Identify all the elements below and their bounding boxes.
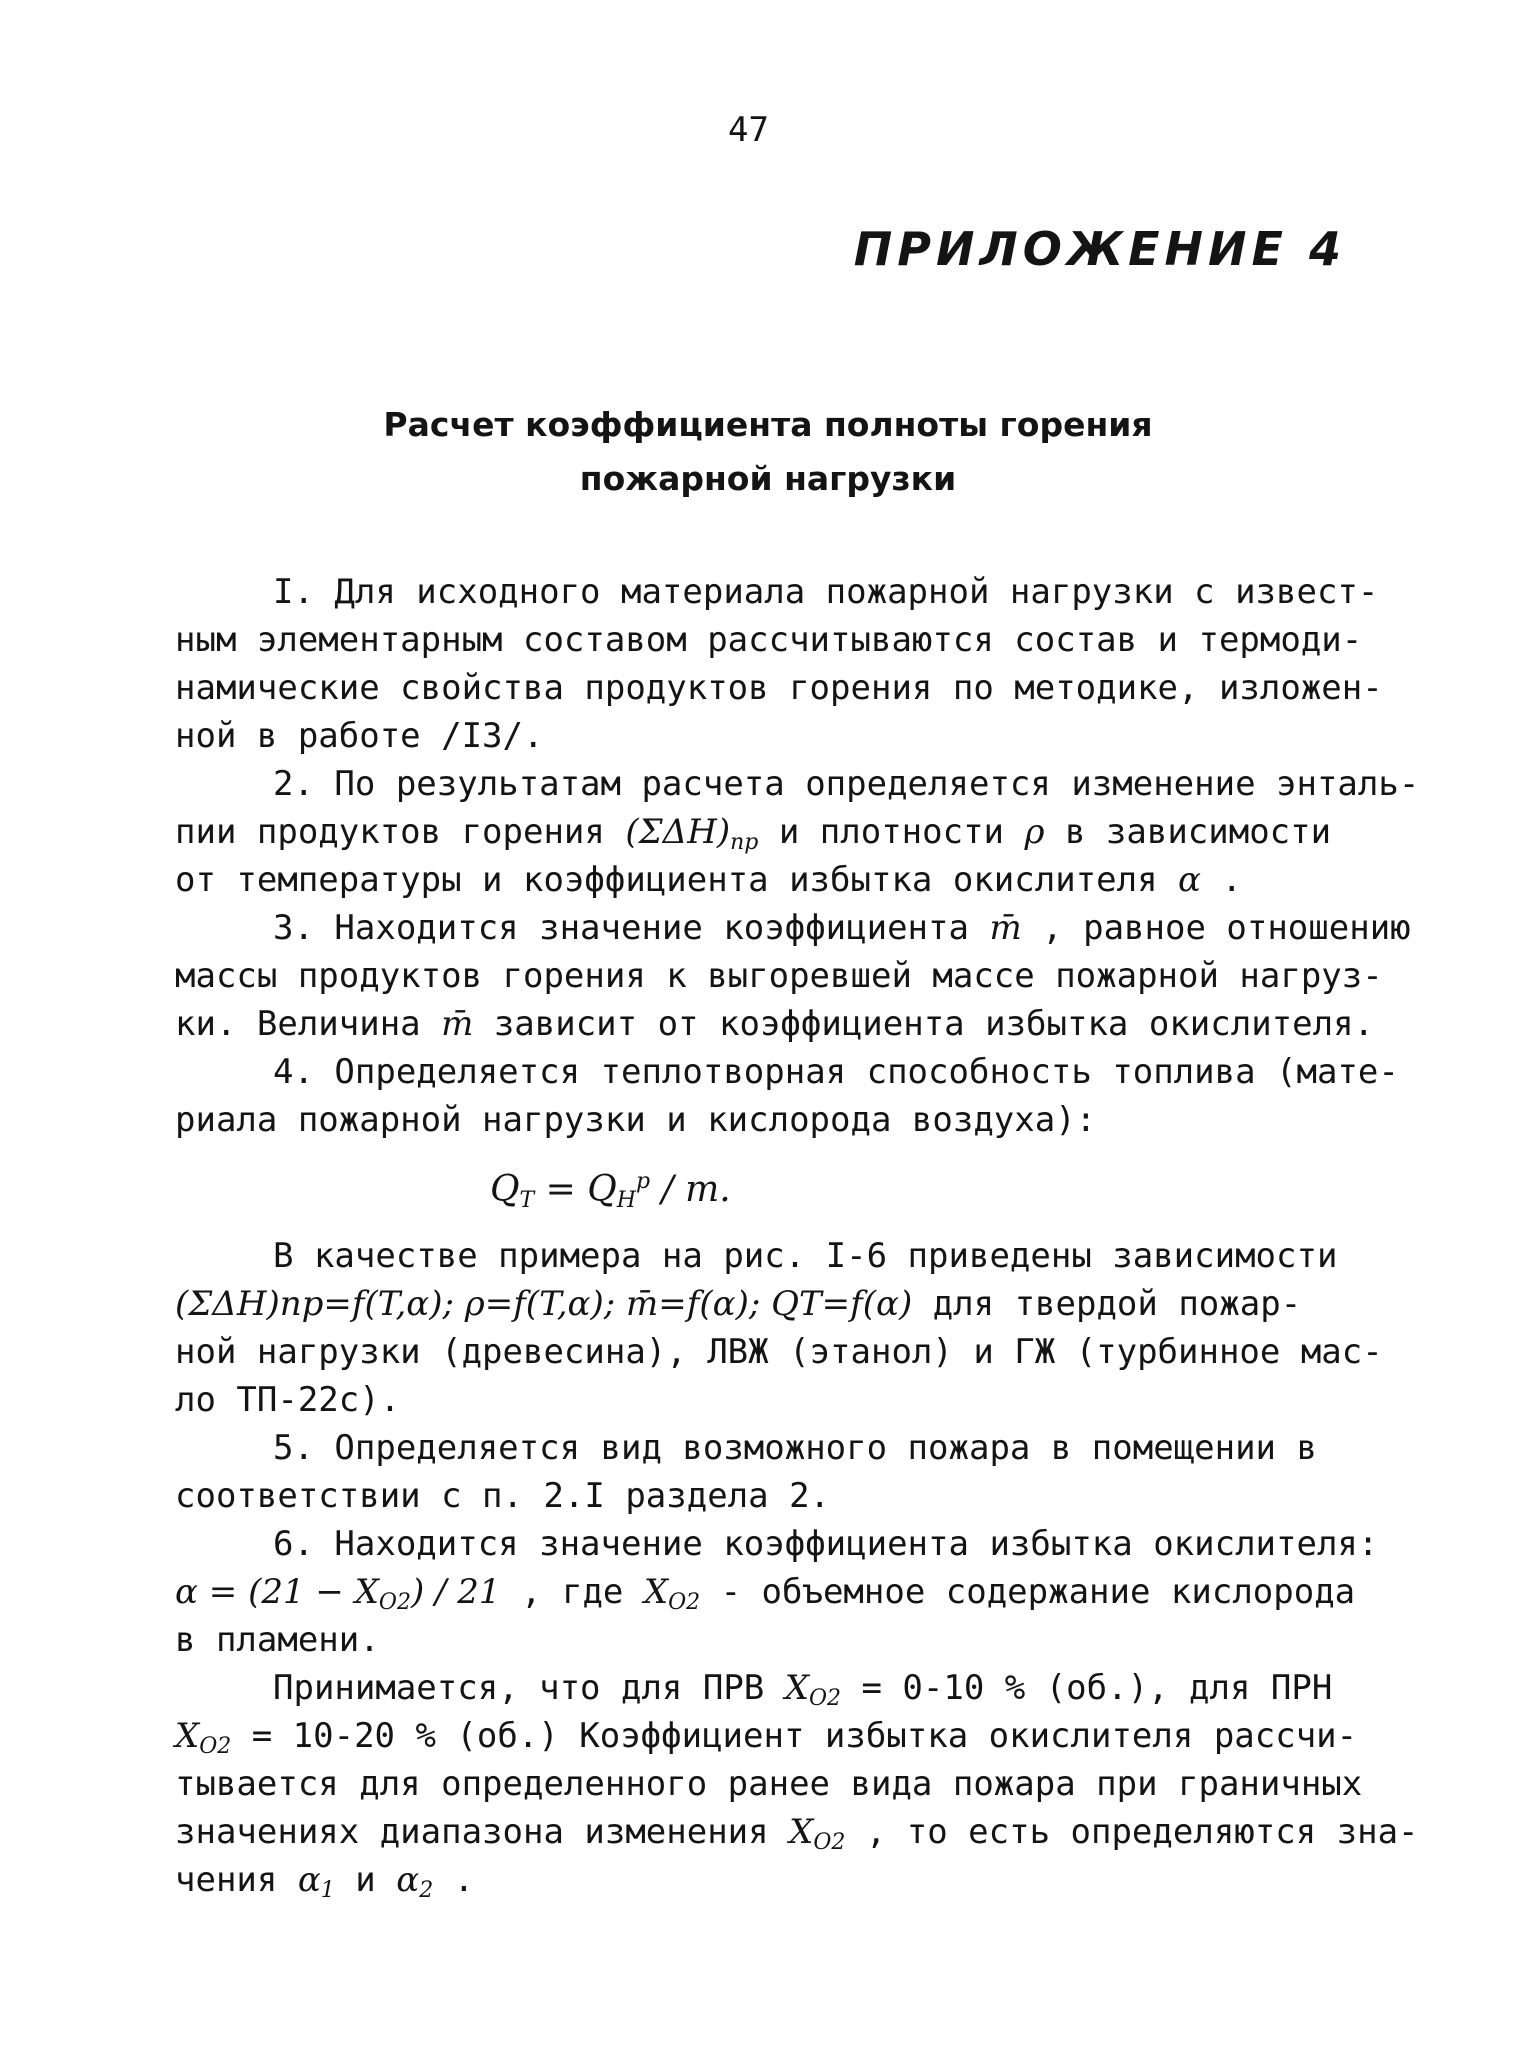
text-line — [175, 1856, 1395, 1904]
text-fragment: 3. Находится значение коэффициента — [273, 908, 990, 948]
text-fragment: ки. Величина — [175, 1004, 442, 1044]
enthalpy-formula — [625, 812, 759, 855]
text-fragment: . — [1201, 860, 1242, 900]
text-line — [175, 1712, 1395, 1760]
paragraph-item-5 — [175, 1424, 1395, 1520]
oxygen-symbol: X — [784, 1668, 809, 1708]
paragraph-item-1 — [175, 568, 1395, 760]
appendix-heading: ПРИЛОЖЕНИЕ 4 — [853, 222, 1346, 276]
text-line: в пламени. — [175, 1620, 380, 1660]
paragraph-item-4 — [175, 1048, 1399, 1220]
text-fragment: и плотности — [758, 812, 1025, 852]
text-line — [175, 1280, 1395, 1328]
text-fragment: Принимается, что для ПРВ — [273, 1668, 785, 1708]
text-line: ной в работе /I3/. — [175, 716, 544, 756]
text-line: 5. Определяется вид возможного пожара в помещении в — [273, 1428, 1317, 1468]
oxygen-symbol: X — [789, 1812, 814, 1852]
formula-text: = Q — [534, 1169, 617, 1210]
text-fragment: для твердой пожар- — [912, 1284, 1302, 1324]
text-line: В качестве примера на рис. I-6 приведены зависимости — [273, 1236, 1338, 1276]
formula-subscript: 1 — [320, 1878, 335, 1903]
density-symbol: ρ — [1024, 812, 1045, 852]
text-line — [175, 1808, 1419, 1856]
text-fragment: чения — [175, 1860, 298, 1900]
text-fragment: = 0-10 % (об.), для ПРН — [841, 1668, 1333, 1708]
text-line: риала пожарной нагрузки и кислорода воздуха): — [175, 1100, 1097, 1140]
text-fragment: пии продуктов горения — [175, 812, 626, 852]
text-line — [175, 856, 1395, 904]
paragraph-examples — [175, 1232, 1395, 1424]
m-bar-symbol: m̄ — [989, 908, 1022, 948]
formula-subscript: O2 — [813, 1830, 846, 1855]
text-line: 2. По результатам расчета определяется изменение энталь- — [273, 764, 1420, 804]
body-text — [175, 568, 1420, 1904]
dependency-formulas: (ΣΔH)пр=f(T,α); ρ=f(T,α); m̄=f(α); QT=f(α) — [175, 1284, 913, 1324]
section-title — [0, 398, 1536, 506]
formula-subscript: пр — [730, 830, 759, 855]
text-line — [175, 1000, 1395, 1048]
spacer — [175, 1220, 1395, 1232]
text-fragment: . — [433, 1860, 475, 1900]
text-line: соответствии с п. 2.I раздела 2. — [175, 1476, 831, 1516]
page-number: 47 — [728, 110, 769, 150]
text-line — [175, 1568, 1395, 1616]
formula-subscript: O2 — [668, 1590, 701, 1615]
text-line: 6. Находится значение коэффициента избытка окислителя: — [273, 1524, 1379, 1564]
text-fragment: и — [334, 1860, 397, 1900]
text-line: 4. Определяется теплотворная способность топлива (мате- — [273, 1052, 1399, 1092]
formula-text: Q — [490, 1169, 520, 1210]
text-fragment: в зависимости — [1044, 812, 1332, 852]
text-fragment: , то есть определяются зна- — [845, 1812, 1419, 1852]
text-line: тывается для определенного ранее вида пожара при граничных — [175, 1764, 1363, 1804]
text-line: намические свойства продуктов горения по методике, изложен- — [175, 668, 1383, 708]
formula-subscript: O2 — [378, 1590, 411, 1615]
section-title-line-2: пожарной нагрузки — [579, 459, 957, 498]
formula-superscript: p — [635, 1169, 651, 1194]
text-fragment: - объемное содержание кислорода — [700, 1572, 1356, 1612]
alpha-formula — [175, 1572, 501, 1615]
alpha-symbol: α — [297, 1860, 321, 1900]
text-fragment: зависит от коэффициента избытка окислителя. — [473, 1004, 1375, 1044]
text-line: ной нагрузки (древесина), ЛВЖ (этанол) и ГЖ (турбинное мас- — [175, 1332, 1383, 1372]
oxygen-symbol: X — [175, 1716, 200, 1756]
heat-value-formula — [175, 1144, 1395, 1220]
text-line: ло ТП-22с). — [175, 1380, 401, 1420]
text-fragment: значениях диапазона изменения — [175, 1812, 790, 1852]
formula-subscript: H — [616, 1188, 636, 1213]
formula-subscript: 2 — [419, 1878, 434, 1903]
text-line — [175, 1664, 1395, 1712]
oxygen-symbol: X — [643, 1572, 669, 1612]
alpha-symbol: α — [396, 1860, 420, 1900]
text-line: ным элементарным составом рассчитываются состав и термоди- — [175, 620, 1363, 660]
formula-subscript: T — [519, 1188, 535, 1213]
m-bar-symbol: m̄ — [441, 1004, 474, 1044]
formula-text: (ΣΔH) — [625, 812, 731, 852]
text-line — [175, 808, 1395, 856]
text-fragment: , равное отношению — [1021, 908, 1411, 948]
formula-subscript: O2 — [808, 1686, 842, 1711]
text-line — [175, 904, 1411, 952]
text-fragment: , где — [500, 1572, 644, 1612]
alpha-symbol: α — [1178, 860, 1201, 900]
paragraph-item-3 — [175, 904, 1411, 1048]
paragraph-item-6 — [175, 1520, 1395, 1664]
text-fragment: = 10-20 % (об.) Коэффициент избытка окислителя рассчи- — [231, 1716, 1358, 1756]
text-line: I. Для исходного материала пожарной нагрузки с извест- — [273, 572, 1379, 612]
formula-text: / m. — [650, 1169, 731, 1210]
formula-subscript: O2 — [199, 1734, 232, 1759]
formula-text: ) / 21 — [410, 1572, 501, 1612]
paragraph-item-2 — [175, 760, 1420, 904]
text-line: массы продуктов горения к выгоревшей массе пожарной нагруз- — [175, 956, 1383, 996]
formula-text: α = (21 − X — [175, 1572, 379, 1612]
text-fragment: от температуры и коэффициента избытка окислителя — [175, 860, 1179, 900]
section-title-line-1: Расчет коэффициента полноты горения — [383, 405, 1153, 444]
paragraph-ranges — [175, 1664, 1419, 1904]
